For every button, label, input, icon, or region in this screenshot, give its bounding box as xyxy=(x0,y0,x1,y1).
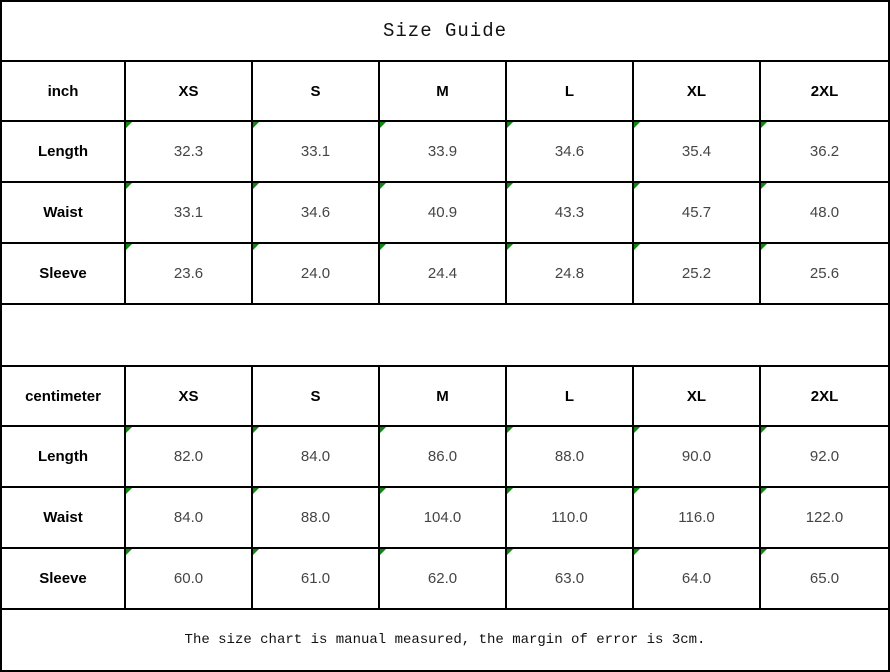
cell-value: 110.0 xyxy=(551,509,588,526)
cell-value: 90.0 xyxy=(681,448,712,465)
flagged-cell-marker-icon xyxy=(507,488,513,494)
row-label-sleeve: Sleeve xyxy=(2,549,126,610)
flagged-cell-marker-icon xyxy=(253,244,259,250)
row-label-sleeve: Sleeve xyxy=(2,244,126,305)
flagged-cell-marker-icon xyxy=(380,549,386,555)
flagged-cell-marker-icon xyxy=(126,244,132,250)
table-cell xyxy=(126,427,253,488)
column-header-m: M xyxy=(380,62,507,122)
flagged-cell-marker-icon xyxy=(507,183,513,189)
cell-value: 45.7 xyxy=(681,204,712,221)
page-title: Size Guide xyxy=(2,2,888,62)
inch-table-unit-header: inch xyxy=(2,62,126,122)
column-header-2xl: 2XL xyxy=(761,367,888,427)
table-cell xyxy=(507,244,634,305)
cell-value: 88.0 xyxy=(554,448,585,465)
flagged-cell-marker-icon xyxy=(253,427,259,433)
table-cell xyxy=(380,183,507,244)
cell-value: 63.0 xyxy=(554,570,585,587)
cell-value: 116.0 xyxy=(678,509,715,526)
flagged-cell-marker-icon xyxy=(380,183,386,189)
flagged-cell-marker-icon xyxy=(253,122,259,128)
cell-value: 48.0 xyxy=(809,204,840,221)
cell-value: 36.2 xyxy=(809,143,840,160)
flagged-cell-marker-icon xyxy=(761,427,767,433)
table-cell xyxy=(634,244,761,305)
flagged-cell-marker-icon xyxy=(761,488,767,494)
flagged-cell-marker-icon xyxy=(634,488,640,494)
cell-value: 61.0 xyxy=(300,570,331,587)
table-cell xyxy=(126,244,253,305)
flagged-cell-marker-icon xyxy=(761,549,767,555)
table-cell xyxy=(253,183,380,244)
table-cell xyxy=(380,549,507,610)
flagged-cell-marker-icon xyxy=(126,549,132,555)
cell-value: 82.0 xyxy=(173,448,204,465)
column-header-l: L xyxy=(507,62,634,122)
table-cell xyxy=(507,549,634,610)
table-cell xyxy=(761,244,888,305)
row-label-length: Length xyxy=(2,427,126,488)
cell-value: 65.0 xyxy=(809,570,840,587)
table-cell xyxy=(253,488,380,549)
flagged-cell-marker-icon xyxy=(761,244,767,250)
cell-value: 35.4 xyxy=(681,143,712,160)
cell-value: 43.3 xyxy=(554,204,585,221)
table-cell xyxy=(761,183,888,244)
flagged-cell-marker-icon xyxy=(253,549,259,555)
cell-value: 24.4 xyxy=(427,265,458,282)
flagged-cell-marker-icon xyxy=(634,244,640,250)
cell-value: 92.0 xyxy=(809,448,840,465)
table-cell xyxy=(507,488,634,549)
table-cell xyxy=(507,122,634,183)
cell-value: 84.0 xyxy=(300,448,331,465)
table-cell xyxy=(507,427,634,488)
centimeter-table xyxy=(2,367,888,610)
flagged-cell-marker-icon xyxy=(126,427,132,433)
column-header-l: L xyxy=(507,367,634,427)
cell-value: 84.0 xyxy=(173,509,204,526)
table-cell xyxy=(380,244,507,305)
column-header-m: M xyxy=(380,367,507,427)
flagged-cell-marker-icon xyxy=(507,244,513,250)
table-cell xyxy=(761,488,888,549)
table-cell xyxy=(253,549,380,610)
table-cell xyxy=(634,122,761,183)
table-cell xyxy=(634,549,761,610)
flagged-cell-marker-icon xyxy=(126,183,132,189)
table-cell xyxy=(126,549,253,610)
cell-value: 33.9 xyxy=(427,143,458,160)
column-header-xl: XL xyxy=(634,62,761,122)
cell-value: 23.6 xyxy=(173,265,204,282)
cell-value: 62.0 xyxy=(427,570,458,587)
flagged-cell-marker-icon xyxy=(761,122,767,128)
row-label-waist: Waist xyxy=(2,183,126,244)
flagged-cell-marker-icon xyxy=(634,122,640,128)
column-header-xs: XS xyxy=(126,367,253,427)
inch-table xyxy=(2,62,888,305)
table-cell xyxy=(380,122,507,183)
table-cell xyxy=(634,183,761,244)
cell-value: 34.6 xyxy=(300,204,331,221)
flagged-cell-marker-icon xyxy=(634,427,640,433)
table-cell xyxy=(253,427,380,488)
table-cell xyxy=(126,488,253,549)
cell-value: 88.0 xyxy=(300,509,331,526)
table-cell xyxy=(634,488,761,549)
flagged-cell-marker-icon xyxy=(634,183,640,189)
flagged-cell-marker-icon xyxy=(380,122,386,128)
table-cell xyxy=(761,549,888,610)
flagged-cell-marker-icon xyxy=(253,488,259,494)
cell-value: 40.9 xyxy=(427,204,458,221)
column-header-2xl: 2XL xyxy=(761,62,888,122)
flagged-cell-marker-icon xyxy=(761,183,767,189)
column-header-s: S xyxy=(253,62,380,122)
flagged-cell-marker-icon xyxy=(380,244,386,250)
spacer-row xyxy=(2,305,888,367)
flagged-cell-marker-icon xyxy=(253,183,259,189)
centimeter-table-unit-header: centimeter xyxy=(2,367,126,427)
cell-value: 34.6 xyxy=(554,143,585,160)
cell-value: 25.2 xyxy=(681,265,712,282)
row-label-waist: Waist xyxy=(2,488,126,549)
table-cell xyxy=(634,427,761,488)
table-cell xyxy=(126,183,253,244)
flagged-cell-marker-icon xyxy=(126,122,132,128)
cell-value: 104.0 xyxy=(423,509,462,526)
cell-value: 33.1 xyxy=(300,143,331,160)
column-header-xs: XS xyxy=(126,62,253,122)
cell-value: 122.0 xyxy=(805,509,844,526)
cell-value: 24.8 xyxy=(554,265,585,282)
flagged-cell-marker-icon xyxy=(507,427,513,433)
table-cell xyxy=(761,427,888,488)
cell-value: 60.0 xyxy=(173,570,204,587)
flagged-cell-marker-icon xyxy=(507,549,513,555)
table-cell xyxy=(507,183,634,244)
table-cell xyxy=(126,122,253,183)
table-cell xyxy=(380,427,507,488)
cell-value: 33.1 xyxy=(173,204,204,221)
cell-value: 86.0 xyxy=(427,448,458,465)
table-cell xyxy=(253,122,380,183)
flagged-cell-marker-icon xyxy=(380,488,386,494)
cell-value: 24.0 xyxy=(300,265,331,282)
table-cell xyxy=(253,244,380,305)
footer-note: The size chart is manual measured, the margin of error is 3cm. xyxy=(184,632,706,648)
table-cell xyxy=(380,488,507,549)
flagged-cell-marker-icon xyxy=(380,427,386,433)
cell-value: 64.0 xyxy=(681,570,712,587)
table-cell xyxy=(761,122,888,183)
column-header-s: S xyxy=(253,367,380,427)
row-label-length: Length xyxy=(2,122,126,183)
flagged-cell-marker-icon xyxy=(634,549,640,555)
cell-value: 25.6 xyxy=(809,265,840,282)
flagged-cell-marker-icon xyxy=(507,122,513,128)
column-header-xl: XL xyxy=(634,367,761,427)
cell-value: 32.3 xyxy=(173,143,204,160)
flagged-cell-marker-icon xyxy=(126,488,132,494)
